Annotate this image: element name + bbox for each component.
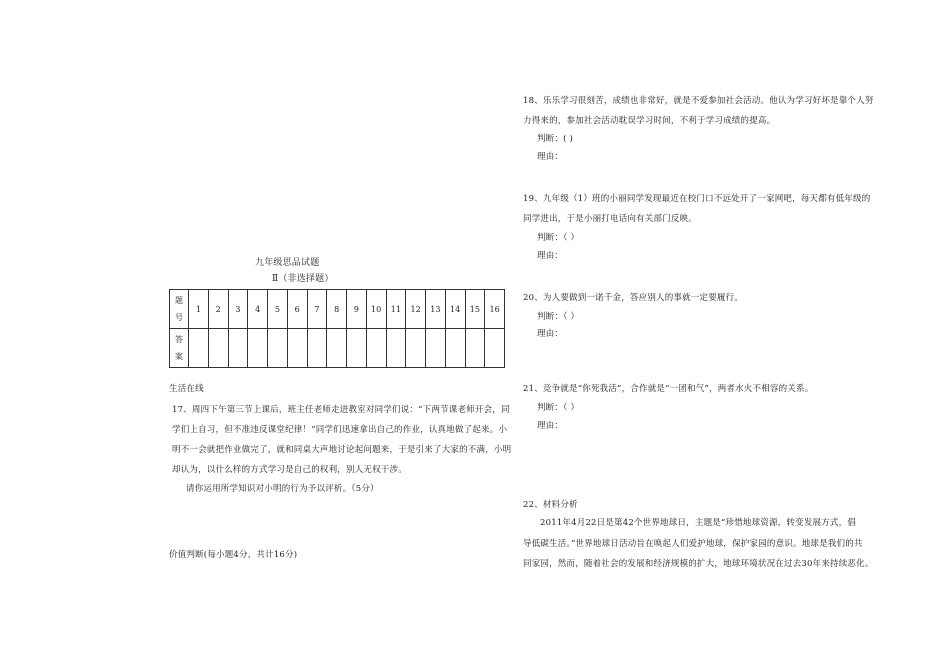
answer-cell[interactable] xyxy=(268,329,288,368)
q17-line: 却认为，以什么样的方式学习是自己的权利，别人无权干涉。 xyxy=(172,465,407,475)
answer-cell[interactable] xyxy=(426,329,446,368)
q17-line: 明不一会就把作业做完了，就和同桌大声地讨论起问题来，于是引来了大家的不满，小明 xyxy=(172,445,512,455)
table-cell: 2 xyxy=(208,290,228,329)
table-row-numbers xyxy=(170,290,505,329)
table-cell: 8 xyxy=(327,290,347,329)
q18-judge: 判断：( ) xyxy=(537,134,574,144)
q19-judge: 判断：（ ） xyxy=(537,233,580,243)
answer-cell[interactable] xyxy=(386,329,406,368)
row-label-answer: 答 案 xyxy=(170,329,189,368)
q20-line: 20、为人要做到一诺千金，答应别人的事就一定要履行。 xyxy=(523,293,744,303)
answer-cell[interactable] xyxy=(287,329,307,368)
answer-cell[interactable] xyxy=(208,329,228,368)
answer-cell[interactable] xyxy=(189,329,209,368)
q19-reason: 理由： xyxy=(537,251,564,261)
q20-judge: 判断：（ ） xyxy=(537,312,580,322)
table-cell: 9 xyxy=(347,290,367,329)
answer-cell[interactable] xyxy=(366,329,386,368)
table-cell: 14 xyxy=(445,290,465,329)
answer-cell[interactable] xyxy=(465,329,485,368)
row-label-number: 题 号 xyxy=(170,290,189,329)
q18-line: 18、乐乐学习很刻苦，成绩也非常好，就是不爱参加社会活动。他认为学习好坏是靠个人努 xyxy=(523,96,874,106)
answer-cell[interactable] xyxy=(228,329,248,368)
q22-title: 22、材料分析 xyxy=(523,500,578,510)
q17-line: 学们上自习，但不准违反课堂纪律！”同学们迅速拿出自己的作业，认真地做了起来。小 xyxy=(172,425,508,435)
q18-line: 力得来的，参加社会活动耽误学习时间，不利于学习成绩的提高。 xyxy=(523,116,776,126)
value-judgment-heading: 价值判断(每小题4分，共计16分) xyxy=(169,550,298,560)
table-row-answers xyxy=(170,329,505,368)
q18-reason: 理由： xyxy=(537,152,564,162)
exam-title: 九年级思品试题 xyxy=(255,258,320,268)
answer-cell[interactable] xyxy=(248,329,268,368)
q17-line: 17、周四下午第三节上课后，班主任老师走进教室对同学们说：“下两节课老师开会，同 xyxy=(172,405,510,415)
answer-cell[interactable] xyxy=(327,329,347,368)
q21-judge: 判断：（ ） xyxy=(537,403,580,413)
table-cell: 12 xyxy=(406,290,426,329)
answer-cell[interactable] xyxy=(307,329,327,368)
table-cell: 10 xyxy=(366,290,386,329)
table-cell: 5 xyxy=(268,290,288,329)
q19-line: 同学进出，于是小丽打电话向有关部门反映。 xyxy=(523,214,698,224)
table-cell: 15 xyxy=(465,290,485,329)
q22-line: 同家园，然而，随着社会的发展和经济规模的扩大，地球环境状况在过去30年来持续恶化。 xyxy=(523,559,874,569)
table-cell: 3 xyxy=(228,290,248,329)
table-cell: 13 xyxy=(426,290,446,329)
q21-line: 21、竞争就是“你死我活”，合作就是“一团和气”，两者水火不相容的关系。 xyxy=(523,384,814,394)
table-cell: 11 xyxy=(386,290,406,329)
table-cell: 1 xyxy=(189,290,209,329)
answer-cell[interactable] xyxy=(406,329,426,368)
answer-cell[interactable] xyxy=(445,329,465,368)
q20-reason: 理由： xyxy=(537,329,564,339)
table-cell: 7 xyxy=(307,290,327,329)
q17-prompt: 请你运用所学知识对小明的行为予以评析。（5分） xyxy=(186,484,379,494)
table-cell: 16 xyxy=(485,290,505,329)
table-cell: 4 xyxy=(248,290,268,329)
table-cell: 6 xyxy=(287,290,307,329)
q22-line: 导低碳生活。”世界地球日活动旨在唤起人们爱护地球，保护家园的意识。地球是我们的共 xyxy=(523,539,863,549)
answer-cell[interactable] xyxy=(347,329,367,368)
q21-reason: 理由： xyxy=(537,421,564,431)
q19-line: 19、九年级（1）班的小丽同学发现最近在校门口不远处开了一家网吧，每天都有低年级的 xyxy=(523,194,871,204)
answer-cell[interactable] xyxy=(485,329,505,368)
section-title: Ⅱ（非选择题） xyxy=(272,274,334,284)
answer-table xyxy=(169,289,505,368)
q22-line: 2011年4月22日是第42个世界地球日，主题是“珍惜地球资源，转变发展方式，倡 xyxy=(540,518,857,528)
part-heading: 生活在线 xyxy=(169,384,204,394)
